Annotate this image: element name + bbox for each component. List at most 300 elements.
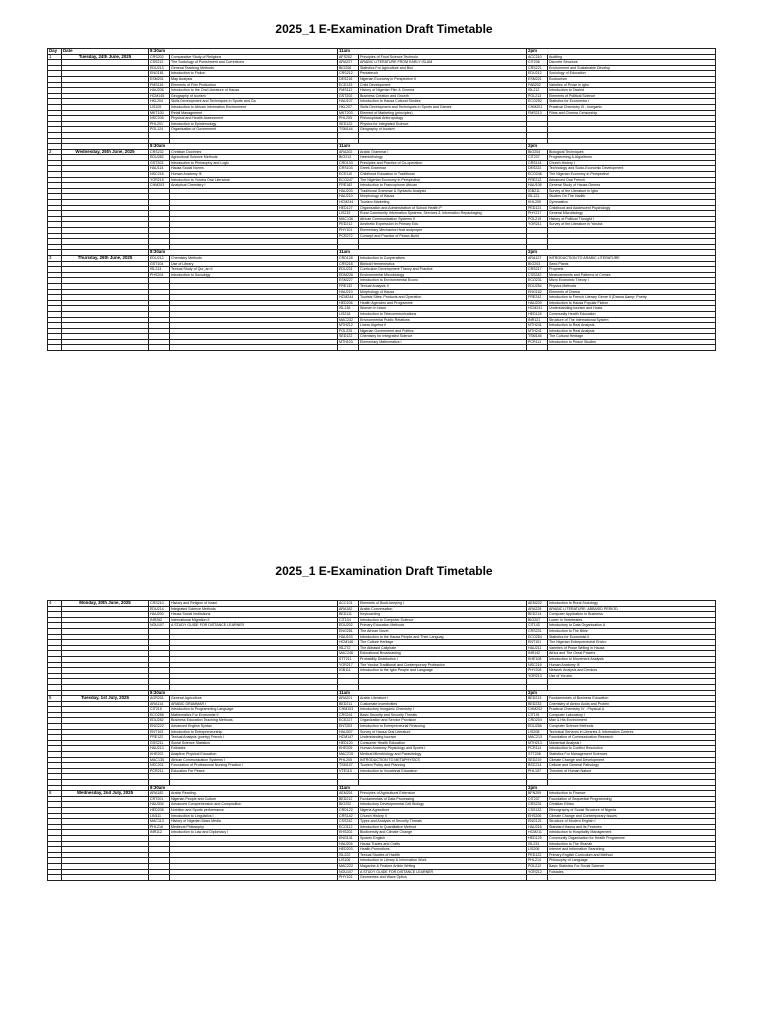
course-code: CIT104 (338, 617, 359, 623)
course-code: STT211 (338, 656, 359, 662)
course-title: Traditional Grammar & Syntactic Analysis (359, 188, 527, 194)
course-code: FRE162 (338, 183, 359, 189)
course-code: HAU206 (149, 88, 170, 94)
course-title: Agricultural Science Methods (170, 155, 338, 161)
course-title: Computer Science Methods (548, 724, 716, 730)
course-code: PCR114 (527, 746, 548, 752)
course-title: Chemistry for Integrated Science (359, 334, 527, 340)
course-title: Introduction to the Hausa People and Their Languag (359, 634, 527, 640)
course-code: HED208 (149, 807, 170, 813)
course-title: The Sociology of Punishment and Corrections (170, 60, 338, 66)
course-title: General Microbiology (548, 211, 716, 217)
course-title: Human Anatomy III (548, 662, 716, 668)
page-title: 2025_1 E-Examination Draft Timetable (275, 564, 493, 578)
course-title: Statistics for Economist II (548, 634, 716, 640)
course-title: Studies On The Hadith (548, 194, 716, 200)
course-title: The Yoruba Traditional and Contemporary Profession (359, 662, 527, 668)
course-code: INR112 (149, 830, 170, 836)
course-code: PHS204 (149, 272, 170, 278)
course-code: SED219 (527, 757, 548, 763)
course-title: Consumer Health Education (359, 740, 527, 746)
course-title: Elements of Drama (548, 289, 716, 295)
course-code: PHL201 (149, 121, 170, 127)
course-code: ARA114 (149, 701, 170, 707)
course-title: Business Creation and Growth (359, 93, 527, 99)
course-title: Introduction to The Bible (548, 628, 716, 634)
course-code: EDU213 (149, 65, 170, 71)
course-code: PCR211 (149, 768, 170, 774)
course-code: HAU200 (149, 612, 170, 618)
course-code: PHY208 (527, 668, 548, 674)
course-code: MTH103 (338, 339, 359, 345)
course-code (149, 345, 170, 351)
course-title: Seed Plants (548, 261, 716, 267)
course-title: Adaptive Physical Education (170, 752, 338, 758)
course-title: Introduction to Entrepreneurial Financing (359, 724, 527, 730)
course-title: Micro Economic Theory I (548, 278, 716, 284)
course-code: ARA182 (149, 791, 170, 797)
course-title: Introduction to Telecommunications (359, 311, 527, 317)
course-title: Comparative Study of Religions (170, 54, 338, 60)
course-title: Arabic Literature I (359, 696, 527, 702)
course-title: Educational Broadcasting (359, 651, 527, 657)
course-code: LIS215 (338, 211, 359, 217)
course-code: CRS142 (338, 813, 359, 819)
course-code: ECE133 (338, 82, 359, 88)
slot-header-830: 8:30am (149, 785, 338, 791)
course-title: Health Agencies and Programme (359, 300, 527, 306)
course-title: Introduction to Library & Information Work (359, 858, 527, 864)
course-title: Arabic Reading (170, 791, 338, 797)
course-title: Introduction to Peace Studies (548, 339, 716, 345)
course-title: Introduction to Philosophy and Logic (170, 160, 338, 166)
course-code: ECO247 (338, 177, 359, 183)
course-title: Advanced Oral French (548, 177, 716, 183)
course-title: Tourism Marketing (359, 200, 527, 206)
course-title: Structure of The International System (548, 317, 716, 323)
course-code: TSM147 (338, 763, 359, 769)
course-code: INR142 (527, 651, 548, 657)
slot-header-11am: 11am (338, 690, 527, 696)
course-title: Nutrition and Sports performance (170, 807, 338, 813)
course-code: CRS210 (149, 601, 170, 607)
course-code: PCR111 (527, 339, 548, 345)
course-code: EDU282 (149, 718, 170, 724)
course-code: CSS242 (338, 819, 359, 825)
course-title: History of Nigerian Mass Media (170, 819, 338, 825)
course-code: BED111 (338, 612, 359, 618)
course-title: Varieties of Prose Writing in Hausa (548, 645, 716, 651)
course-title: Introduction to Hausa Cultural Studies (359, 99, 527, 105)
course-title: Africa and The Great Powers (548, 651, 716, 657)
course-title: The Abbasid Caliphate (359, 645, 527, 651)
day-cell (48, 345, 62, 351)
course-title: Childhood Education in Traditional (359, 172, 527, 178)
course-code: ENT103 (149, 729, 170, 735)
course-code: AEM201 (338, 791, 359, 797)
course-code: FRE122 (149, 735, 170, 741)
course-code: ENT101 (527, 640, 548, 646)
course-title: Introduction to Vocational Education (359, 768, 527, 774)
course-title: Introduction to French Literary Genre II (Drama &amp; Poetry (548, 295, 716, 301)
course-title (548, 875, 716, 881)
course-code: MAC215 (338, 752, 359, 758)
course-code: POL225 (338, 328, 359, 334)
course-code: GST104 (149, 261, 170, 267)
course-title: Child Development (359, 82, 527, 88)
course-title: Elementary Mathematics I (359, 339, 527, 345)
slot-header-830: 8:30am (149, 144, 338, 150)
course-title: Human Anatomy Physiology and Sports I (359, 746, 527, 752)
course-title: INTRODUCTION TO METAPHYSICS (359, 757, 527, 763)
course-title: Childhood and Adolescent Psychology (548, 205, 716, 211)
course-title: Environment and Sustainable Develop (548, 65, 716, 71)
course-title: Introductory to Data Organisation A (548, 623, 716, 629)
course-title: Ecotourism (548, 76, 716, 82)
course-code: BED211 (338, 701, 359, 707)
course-title: The African Novel (359, 628, 527, 634)
course-code: ECO252 (527, 99, 548, 105)
course-code: ISL272 (338, 645, 359, 651)
course-code: ENG281 (338, 628, 359, 634)
course-code: HAU204 (338, 841, 359, 847)
course-title: Social Science Statistics (170, 740, 338, 746)
course-title: Geometries and Wave Optics (359, 875, 527, 881)
course-code: BED213 (527, 696, 548, 702)
course-code: ECO246 (527, 172, 548, 178)
course-title: History of Political Thought I (548, 216, 716, 222)
course-title: Rural Community Information Systems, Services & Information Repackaging (359, 211, 527, 217)
course-title: Introduction to Linguistics I (170, 813, 338, 819)
course-code: SED122 (338, 334, 359, 340)
course-code: HAU210 (338, 289, 359, 295)
course-title: Environmental Microbiology (359, 272, 527, 278)
slot-header-11am: 11am (338, 785, 527, 791)
course-title: Medical Microbiology and Parasitology (359, 752, 527, 758)
course-code: EDU282 (149, 155, 170, 161)
course-code: KHE205 (338, 746, 359, 752)
course-code (527, 345, 548, 351)
day-cell (48, 875, 62, 881)
course-code: ISL214 (149, 267, 170, 273)
course-code: YOR212 (527, 869, 548, 875)
course-title: Curriculum Development Theory and Practice (359, 267, 527, 273)
course-code: BED212 (338, 796, 359, 802)
course-title: Education For Peace (170, 768, 338, 774)
course-code: MAC113 (149, 819, 170, 825)
course-code: LIS109 (149, 104, 170, 110)
date-header: Date (62, 49, 149, 55)
course-title: Textual Studies of Hadith (359, 852, 527, 858)
course-code: GST202 (338, 93, 359, 99)
course-code: MTH241 (527, 323, 548, 329)
course-code: POL212 (527, 863, 548, 869)
course-title: Internet and Information Searching (548, 847, 716, 853)
course-code: ENG181 (149, 71, 170, 77)
date-cell (62, 345, 149, 351)
course-title: Community Health Education (548, 311, 716, 317)
course-title: Church History I (548, 160, 716, 166)
slot-header-2pm: 2pm (527, 250, 716, 256)
course-code: HAU213 (149, 746, 170, 752)
course-code: FMS213 (527, 110, 548, 116)
day-number: 2 (48, 149, 62, 155)
course-code: ECO254 (527, 634, 548, 640)
course-title: Foundation of Communication Research (548, 735, 716, 741)
course-code: STT206 (527, 752, 548, 758)
course-title: Introductory Inorganic Chemistry I (359, 707, 527, 713)
course-code: HAU107 (338, 99, 359, 105)
course-code: HAU203 (338, 188, 359, 194)
course-code: ESM201 (149, 76, 170, 82)
course-title: Advanced Comprehension and Composition (170, 802, 338, 808)
course-title: African Communication Systems I (170, 757, 338, 763)
course-code: ISL136 (338, 306, 359, 312)
course-title: Magazine & Feature Article Writing (359, 863, 527, 869)
course-code: HED120 (338, 740, 359, 746)
course-title: Introduction to Real Analysis (548, 328, 716, 334)
course-code: ENG121 (527, 819, 548, 825)
course-title: Biodiversity and Climate Change (359, 830, 527, 836)
course-title: Programming & Algorithms (548, 155, 716, 161)
course-title: The Nigerian Entrepreneurial Enviro (548, 640, 716, 646)
course-code: NSC216 (149, 172, 170, 178)
course-code: PED121 (527, 205, 548, 211)
course-title: Analytical Chemistry I (170, 183, 338, 189)
course-title: Theories of Human Nature (548, 768, 716, 774)
day-number: 3 (48, 255, 62, 261)
course-title (170, 345, 338, 351)
course-title: Introduction to Hospitality Management (548, 830, 716, 836)
course-code: GSS211 (149, 740, 170, 746)
course-title: Types and Analysis of Security Threats (359, 819, 527, 825)
course-code: LIS208 (527, 729, 548, 735)
course-code: MTH241 (527, 328, 548, 334)
course-title: Introduction to Movement Analysis (548, 656, 716, 662)
course-title: Element of Marketing (principles) (359, 110, 527, 116)
course-code (149, 875, 170, 881)
course-title: Pentateuch (359, 71, 527, 77)
slot-header-830: 8:30am (149, 250, 338, 256)
course-title: Survey of Hausa Oral Literature (359, 729, 527, 735)
course-title: Folktales (548, 869, 716, 875)
course-code: CSS132 (527, 807, 548, 813)
course-code: CRS231 (527, 628, 548, 634)
course-code: ECO256 (149, 712, 170, 718)
course-code: PHY217 (527, 211, 548, 217)
course-code: HAU209 (527, 300, 548, 306)
course-title: Nigeria Agriculture (359, 807, 527, 813)
course-title: Foundation of Professional Nursing Practice I (170, 763, 338, 769)
course-title: Church History II (359, 813, 527, 819)
timetable-table (47, 48, 716, 351)
course-code: ARA127 (527, 255, 548, 261)
course-title: Gymnastics (548, 200, 716, 206)
course-code: ARA201 (338, 696, 359, 702)
course-code: HCM244 (338, 200, 359, 206)
course-title: Textual Study of Qur_an II (170, 267, 338, 273)
course-code: CRD122 (338, 807, 359, 813)
course-title: Standard Hausa and its Features (548, 824, 716, 830)
course-title: Greek Grammar (359, 166, 527, 172)
course-code: AGR201 (149, 696, 170, 702)
course-title: Hausa Trades and Crafts (359, 841, 527, 847)
course-title: ARABIC LITERATURE: ABBASID PERIOD (548, 606, 716, 612)
course-code: ARA182 (338, 606, 359, 612)
course-title: Understanding tourism and Hosts (548, 306, 716, 312)
course-code: NSC201 (149, 763, 170, 769)
course-code: ACC210 (527, 54, 548, 60)
course-code: CRS141 (527, 160, 548, 166)
course-title: Mathematics For Economist II (170, 712, 338, 718)
course-title: Introduction to Fiction (170, 71, 338, 77)
course-code: MAC232 (338, 317, 359, 323)
course-code: PHL205 (338, 116, 359, 122)
course-title: Foundation of Sequential Programming (548, 796, 716, 802)
course-code: ISL121 (527, 194, 548, 200)
course-code: MKT203 (338, 110, 359, 116)
course-code: HED124 (527, 311, 548, 317)
course-code: POL124 (149, 127, 170, 133)
course-code: EDU231 (338, 267, 359, 273)
course-code: DES222 (527, 166, 548, 172)
course-code: ARA227 (338, 60, 359, 66)
course-title: Introduction to Programming Language (170, 707, 338, 713)
course-code: EDU214 (149, 606, 170, 612)
course-title: Organisation and Administration of School Health P (359, 205, 527, 211)
course-title: Technical Services in Libraries & Information Centres (548, 729, 716, 735)
course-title: Introduction to Epistemology (170, 121, 338, 127)
course-code: SED122 (338, 121, 359, 127)
course-code: ESM221 (527, 76, 548, 82)
course-code: HAU106 (527, 183, 548, 189)
table-row (48, 875, 716, 881)
course-code: NSC216 (527, 662, 548, 668)
course-title: Survey of the Literature in Yoruba (548, 222, 716, 228)
exam-date: Wednesday, 2nd July, 2025 (62, 791, 149, 797)
course-code: CRD204 (527, 718, 548, 724)
course-code: CIT143 (527, 623, 548, 629)
course-code: DES216 (338, 76, 359, 82)
course-title: Principles and Practice of Co-operation (359, 160, 527, 166)
course-title: Elements of Book-keeping I (359, 601, 527, 607)
course-code: FRE242 (527, 295, 548, 301)
course-title: Biological Techniques (548, 149, 716, 155)
course-title: Fundamentals of Data Processing (359, 796, 527, 802)
date-cell (62, 875, 149, 881)
course-code: GST203 (149, 160, 170, 166)
course-title: Spoken English (359, 835, 527, 841)
course-code: CRS212 (338, 71, 359, 77)
course-code: EDU202 (338, 623, 359, 629)
course-title: Primary English Curriculum and Method (548, 852, 716, 858)
course-title: Textual Analysis (poetry) French I (170, 735, 338, 741)
course-code: HCM145 (149, 93, 170, 99)
course-title: Human Anatomy III (170, 172, 338, 178)
course-code: HED125 (527, 835, 548, 841)
course-code: CSS212 (149, 60, 170, 66)
course-title: Prophets (548, 267, 716, 273)
course-code: EDU212 (149, 255, 170, 261)
course-code: CRS241 (338, 712, 359, 718)
course-title: International Migration II (170, 617, 338, 623)
course-title: Practical Chemistry III - Inorganic (548, 104, 716, 110)
course-title: Organisation of Government (170, 127, 338, 133)
course-code: CHM202 (527, 707, 548, 713)
course-code: HED127 (338, 205, 359, 211)
course-code: PHY101 (338, 228, 359, 234)
course-title: Statistics For Management Sciences (548, 752, 716, 758)
course-code: PHL107 (527, 768, 548, 774)
course-title: Basic Statistics For Social Science (548, 863, 716, 869)
course-code: CSS242 (527, 272, 548, 278)
course-code: HED203 (338, 847, 359, 853)
course-title: Introduction to Real Analysis (548, 323, 716, 329)
course-code: MTH213 (527, 740, 548, 746)
course-title: The Culture Heritage (359, 640, 527, 646)
slot-header-2pm: 2pm (527, 49, 716, 55)
course-code: HED206 (338, 300, 359, 306)
course-code: ISL231 (527, 841, 548, 847)
table-row (48, 345, 716, 351)
course-code: CRD103 (338, 160, 359, 166)
slot-header-11am: 11am (338, 144, 527, 150)
page-title: 2025_1 E-Examination Draft Timetable (275, 22, 493, 36)
slot-header-2pm: 2pm (527, 785, 716, 791)
course-title: Physical and Health Assessment (170, 116, 338, 122)
course-code: CRS217 (527, 267, 548, 273)
course-title: Christian Doctrines (170, 149, 338, 155)
course-title: Structure of Modern English I (548, 819, 716, 825)
course-title: ARABIC GRAMMAR I (170, 701, 338, 707)
course-title: Biblical Hermeneutics (359, 261, 527, 267)
course-title: Keyboarding (359, 612, 527, 618)
course-title: Introduction to Conflict Resolution (548, 746, 716, 752)
course-code: KHL209 (527, 200, 548, 206)
course-code: PED122 (527, 852, 548, 858)
course-title: Skills Development and Techniques in Sports and Games (359, 104, 527, 110)
course-title: Varieties of Prose in Igbo (548, 82, 716, 88)
course-code: HAU216 (527, 824, 548, 830)
course-title: Principles of Food Science Technolo (359, 54, 527, 60)
course-title: Introduction to Tawhid (548, 88, 716, 94)
course-title: Introduction to Finance (548, 791, 716, 797)
course-code: CIT215 (149, 707, 170, 713)
course-title: Introduction to Yoruba Oral Literature (170, 177, 338, 183)
course-code: HCM146 (338, 640, 359, 646)
slot-header-830: 8:30am (149, 690, 338, 696)
course-code: HAU211 (527, 645, 548, 651)
course-title: Introduction to Francophone African (359, 183, 527, 189)
course-code: CRD128 (338, 255, 359, 261)
course-code: CRS103 (338, 166, 359, 172)
course-code: BED233 (527, 701, 548, 707)
course-code: YOR211 (527, 222, 548, 228)
slot-header-11am: 11am (338, 49, 527, 55)
slot-header-2pm: 2pm (527, 690, 716, 696)
course-title: Ethnography of Social Structure of Nigeria (548, 807, 716, 813)
course-title: ARABIC LITERATURE FROM EARLY ISLAM (359, 60, 527, 66)
course-code: CIT191 (527, 712, 548, 718)
course-title: Primary Education Methods (359, 623, 527, 629)
course-code: EDU212 (527, 71, 548, 77)
course-title: Introductory Developmental Cell Biology (359, 802, 527, 808)
course-code: BIO203 (527, 261, 548, 267)
course-title: Probability Distribution I (359, 656, 527, 662)
course-title: Principles of Agricultural Extension (359, 791, 527, 797)
course-title: Discrete Structure (548, 60, 716, 66)
course-code: MAC222 (338, 863, 359, 869)
